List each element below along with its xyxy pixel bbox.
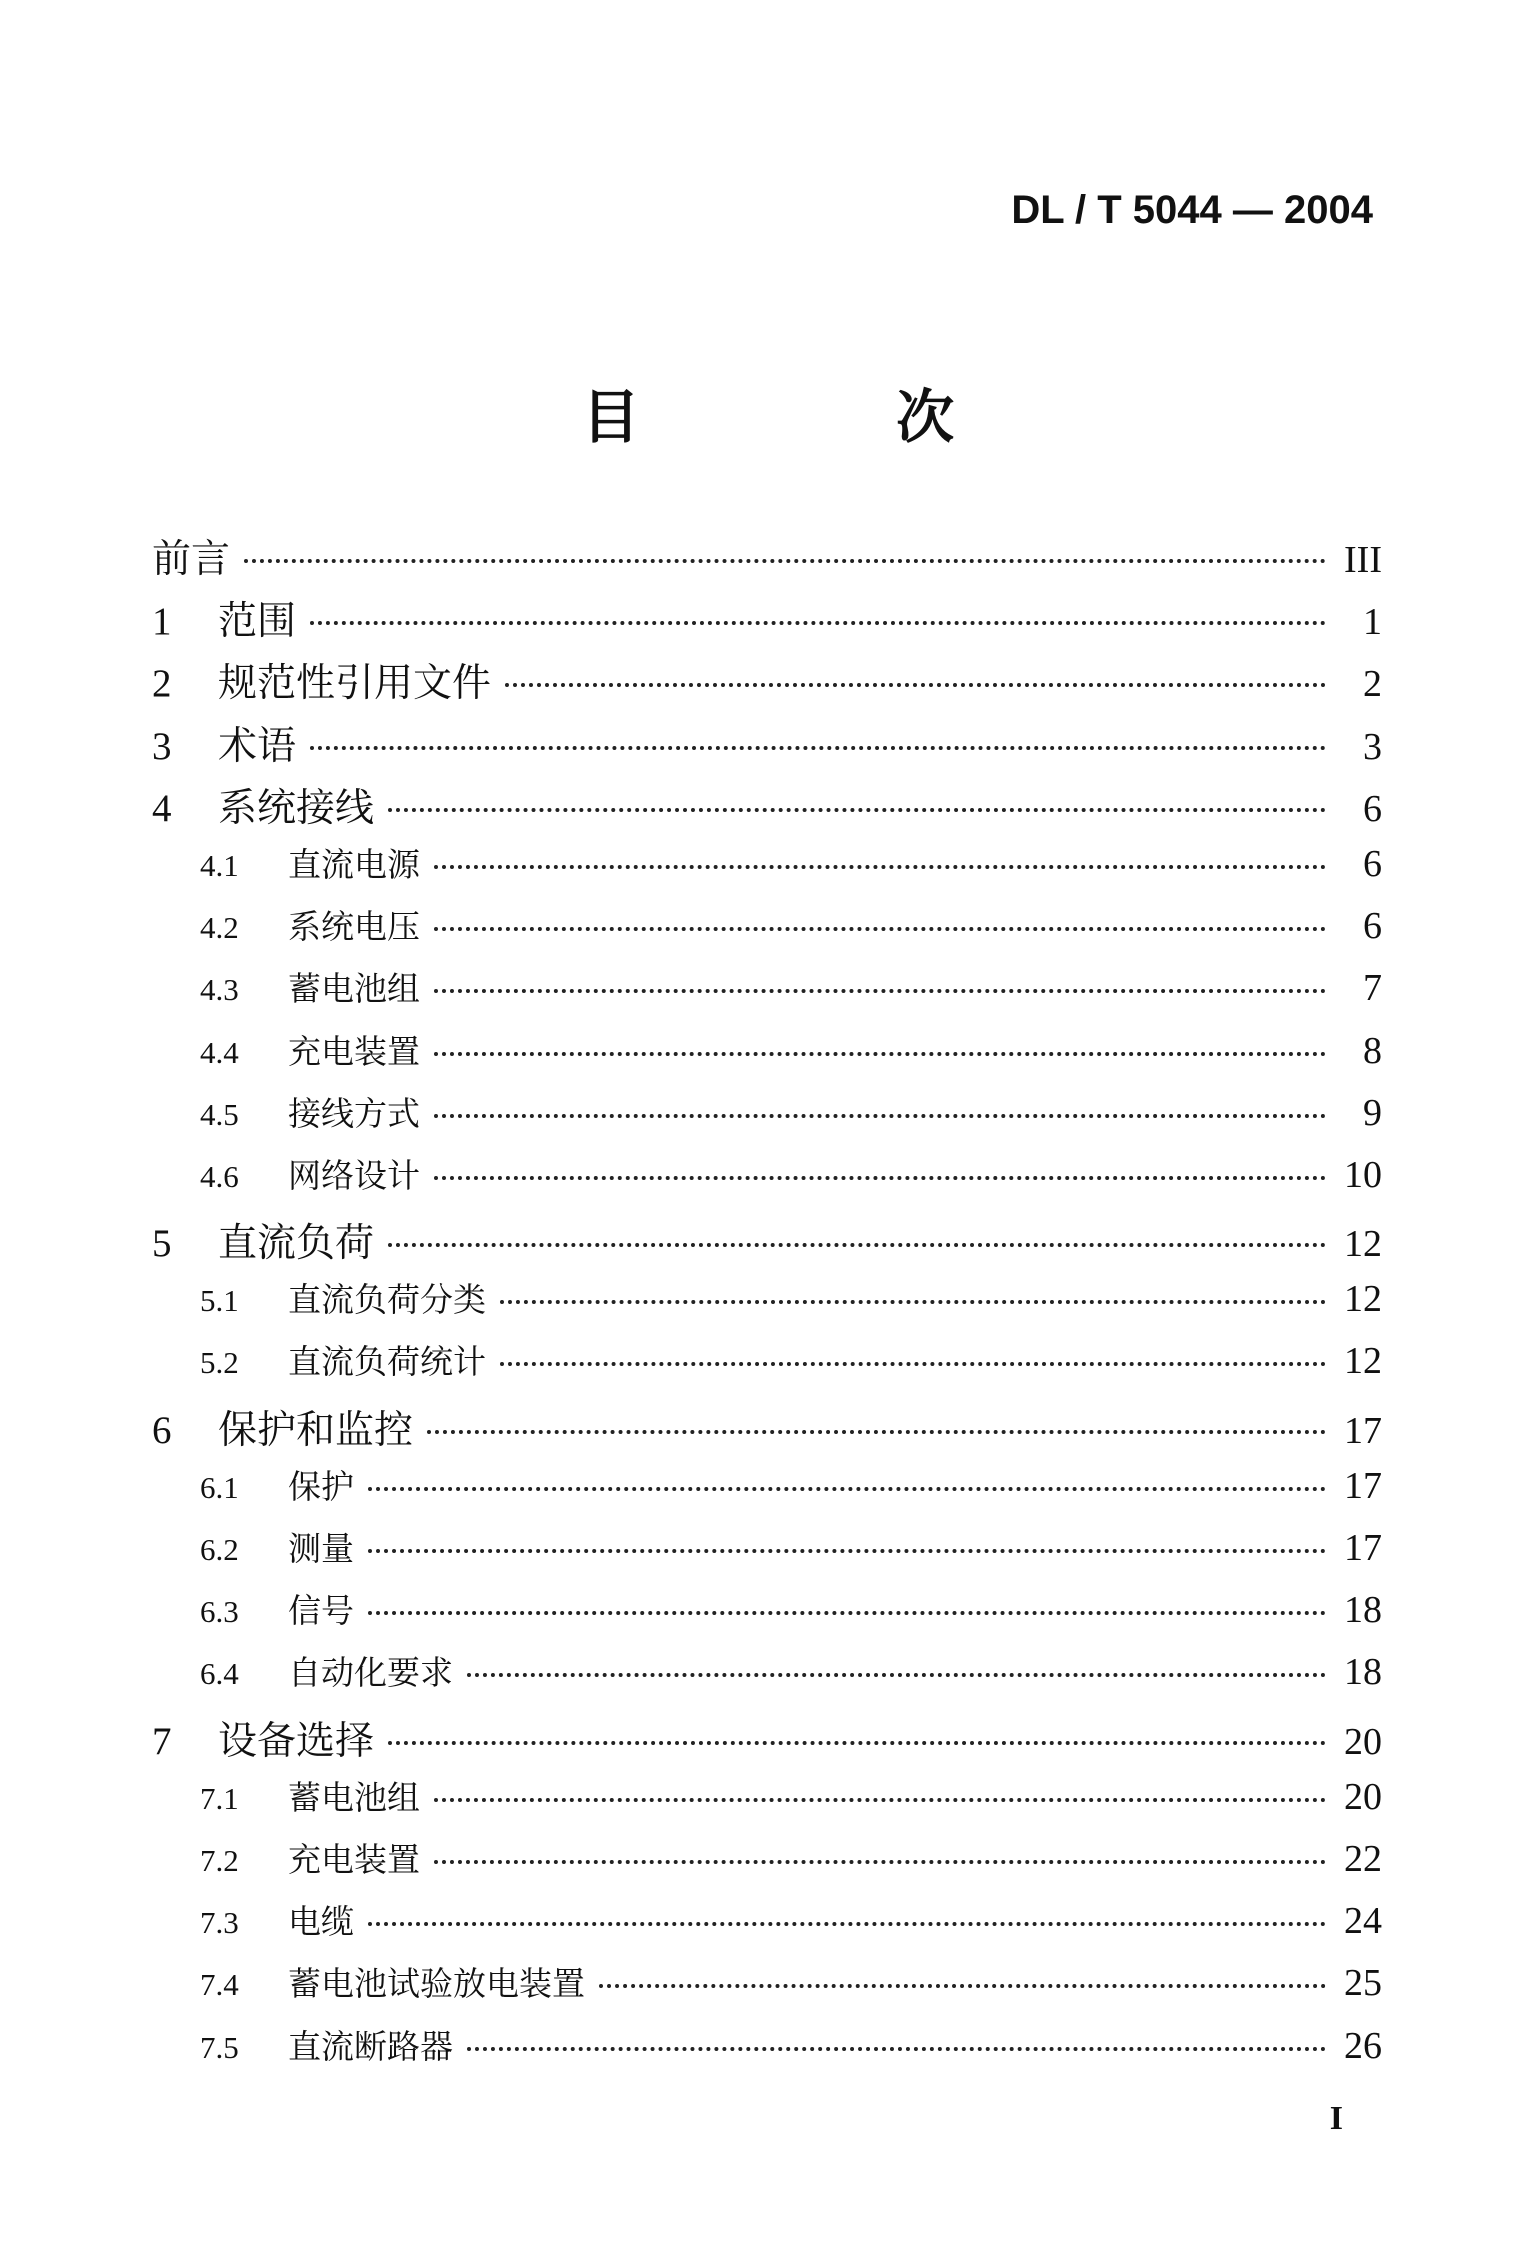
- toc-entry-number: 4.2: [200, 910, 239, 946]
- toc-entry-page-number: 1: [1363, 601, 1382, 644]
- toc-entry-label: 保护: [288, 1466, 354, 1506]
- toc-entry[interactable]: [152, 1088, 1382, 1150]
- toc-dot-leader: [310, 746, 1326, 750]
- toc-dot-leader: [368, 1549, 1326, 1553]
- toc-dot-leader: [599, 1984, 1326, 1988]
- toc-dot-leader: [388, 1741, 1326, 1745]
- toc-entry-label: 电缆: [288, 1902, 354, 1942]
- toc-entry[interactable]: [152, 1274, 1382, 1336]
- toc-dot-leader: [368, 1922, 1326, 1926]
- toc-entry-number: 6.2: [200, 1532, 239, 1567]
- toc-entry-label: 蓄电池试验放电装置: [288, 1964, 585, 2004]
- toc-dot-leader: [434, 1114, 1326, 1118]
- toc-entry[interactable]: [152, 652, 1382, 714]
- toc-entry[interactable]: [152, 528, 1382, 590]
- toc-entry-page-number: 26: [1344, 2024, 1382, 2067]
- toc-entry-page-number: 12: [1344, 1223, 1382, 1266]
- toc-entry[interactable]: [152, 963, 1382, 1025]
- toc-entry-number: 5.2: [200, 1345, 239, 1381]
- toc-entry-label: 术语: [218, 723, 297, 769]
- toc-entry[interactable]: [152, 715, 1382, 777]
- standard-code: DL / T 5044 — 2004: [1011, 188, 1373, 232]
- toc-entry-page-number: 18: [1344, 1589, 1382, 1632]
- toc-dot-leader: [388, 808, 1326, 812]
- toc-dot-leader: [368, 1487, 1326, 1491]
- toc-dot-leader: [310, 621, 1326, 625]
- toc-entry-number: 7.3: [200, 1905, 239, 1941]
- toc-entry-page-number: 20: [1344, 1720, 1382, 1763]
- toc-entry-page-number: 8: [1363, 1029, 1382, 1072]
- toc-title: 目 次: [581, 383, 1073, 451]
- toc-entry-number: 6.1: [200, 1469, 239, 1505]
- toc-entry-page-number: 6: [1363, 842, 1382, 885]
- toc-entry-page-number: 17: [1344, 1409, 1382, 1452]
- toc-entry-label: 自动化要求: [288, 1653, 453, 1693]
- toc-entry-number: 5: [152, 1222, 172, 1266]
- toc-entry-page-number: 24: [1344, 1900, 1382, 1943]
- toc-dot-leader: [368, 1611, 1326, 1615]
- toc-entry[interactable]: [152, 1523, 1382, 1585]
- toc-entry-page-number: 12: [1344, 1340, 1382, 1383]
- toc-entry-number: 5.1: [200, 1283, 239, 1319]
- toc-entry-label: 直流负荷统计: [288, 1342, 486, 1382]
- toc-entry[interactable]: [152, 1336, 1382, 1398]
- toc-entry-label: 规范性引用文件: [218, 661, 492, 707]
- toc-dot-leader: [434, 865, 1326, 869]
- toc-entry[interactable]: [152, 1399, 1382, 1461]
- toc-entry-label: 直流负荷分类: [288, 1280, 486, 1320]
- toc-entry-label: 直流电源: [288, 844, 420, 884]
- toc-dot-leader: [500, 1362, 1326, 1366]
- toc-entry-page-number: III: [1344, 539, 1382, 581]
- toc-entry-page-number: 9: [1363, 1091, 1382, 1134]
- toc-entry-label: 测量: [288, 1529, 354, 1568]
- toc-entry-number: 1: [152, 600, 172, 644]
- toc-dot-leader: [434, 1052, 1326, 1056]
- toc-entry-number: 7: [152, 1719, 172, 1763]
- toc-entry-number: 4.1: [200, 847, 239, 883]
- toc-entry-number: 4.5: [200, 1096, 239, 1132]
- toc-entry-page-number: 10: [1344, 1153, 1382, 1196]
- toc-entry-label: 直流断路器: [288, 2026, 453, 2066]
- toc-dot-leader: [434, 989, 1326, 993]
- toc-entry-label: 前言: [152, 537, 231, 582]
- toc-entry-label: 充电装置: [288, 1031, 420, 1071]
- toc-entry[interactable]: [152, 590, 1382, 652]
- toc-entry-page-number: 18: [1344, 1651, 1382, 1694]
- toc-entry[interactable]: [152, 1958, 1382, 2020]
- toc-entry[interactable]: [152, 1772, 1382, 1834]
- toc-entry-page-number: 17: [1344, 1464, 1382, 1507]
- toc-entry-label: 保护和监控: [218, 1407, 414, 1453]
- toc-entry-page-number: 12: [1344, 1278, 1382, 1321]
- toc-entry-label: 蓄电池组: [288, 1777, 420, 1817]
- toc-entry[interactable]: [152, 2021, 1382, 2083]
- toc-entry-number: 7.2: [200, 1842, 239, 1878]
- toc-entry-page-number: 7: [1363, 967, 1382, 1010]
- toc-entry[interactable]: [152, 777, 1382, 839]
- toc-entry-page-number: 25: [1344, 1962, 1382, 2005]
- toc-entry-page-number: 17: [1344, 1527, 1382, 1569]
- toc-dot-leader: [427, 1430, 1326, 1434]
- toc-dot-leader: [434, 1176, 1326, 1180]
- toc-dot-leader: [388, 1243, 1326, 1247]
- toc-entry[interactable]: [152, 1647, 1382, 1709]
- toc-entry[interactable]: [152, 901, 1382, 963]
- toc-dot-leader: [244, 559, 1326, 563]
- toc-entry-number: 6.3: [200, 1594, 239, 1630]
- toc-entry-number: 2: [152, 662, 172, 706]
- toc-entry-page-number: 2: [1363, 663, 1382, 706]
- toc-entry-number: 7.1: [200, 1780, 239, 1816]
- toc-entry-label: 蓄电池组: [288, 969, 420, 1009]
- toc-entry-number: 6: [152, 1408, 172, 1452]
- toc-entry-label: 充电装置: [288, 1839, 420, 1879]
- toc-entry-number: 4.6: [200, 1158, 239, 1194]
- toc-entry[interactable]: [152, 1585, 1382, 1647]
- toc-entry-number: 3: [152, 724, 172, 768]
- toc-entry-label: 系统接线: [218, 785, 375, 831]
- toc-entry-label: 接线方式: [288, 1093, 420, 1133]
- toc-dot-leader: [467, 1673, 1326, 1677]
- toc-dot-leader: [434, 1860, 1326, 1864]
- toc-entry-number: 4.3: [200, 972, 239, 1008]
- toc-entry-page-number: 22: [1344, 1837, 1382, 1880]
- toc-dot-leader: [467, 2047, 1326, 2051]
- page-folio: I: [1329, 2100, 1343, 2137]
- toc-entry-page-number: 6: [1363, 787, 1382, 830]
- toc-entry-number: 6.4: [200, 1656, 239, 1692]
- toc-entry-label: 系统电压: [288, 907, 420, 947]
- toc-entry[interactable]: [152, 1710, 1382, 1772]
- toc-dot-leader: [434, 1798, 1326, 1802]
- table-of-contents: [152, 528, 1382, 2083]
- toc-entry[interactable]: [152, 839, 1382, 901]
- toc-entry[interactable]: [152, 1150, 1382, 1212]
- toc-entry-page-number: 20: [1344, 1775, 1382, 1818]
- toc-entry-label: 信号: [288, 1591, 354, 1631]
- toc-dot-leader: [434, 927, 1326, 931]
- toc-entry-label: 网络设计: [288, 1155, 420, 1195]
- toc-entry-number: 7.4: [200, 1967, 239, 2003]
- toc-entry[interactable]: [152, 1212, 1382, 1274]
- toc-entry[interactable]: [152, 1026, 1382, 1088]
- toc-dot-leader: [500, 1300, 1326, 1304]
- toc-entry-label: 设备选择: [218, 1718, 375, 1764]
- toc-entry-page-number: 6: [1363, 905, 1382, 948]
- toc-entry-number: 4.4: [200, 1034, 239, 1070]
- toc-entry-number: 4: [152, 786, 172, 830]
- toc-entry-label: 范围: [218, 599, 297, 645]
- toc-dot-leader: [505, 683, 1326, 687]
- toc-entry-page-number: 3: [1363, 725, 1382, 768]
- toc-entry[interactable]: [152, 1834, 1382, 1896]
- toc-entry[interactable]: [152, 1461, 1382, 1523]
- toc-entry[interactable]: [152, 1896, 1382, 1958]
- toc-entry-label: 直流负荷: [218, 1221, 375, 1267]
- toc-entry-number: 7.5: [200, 2029, 239, 2065]
